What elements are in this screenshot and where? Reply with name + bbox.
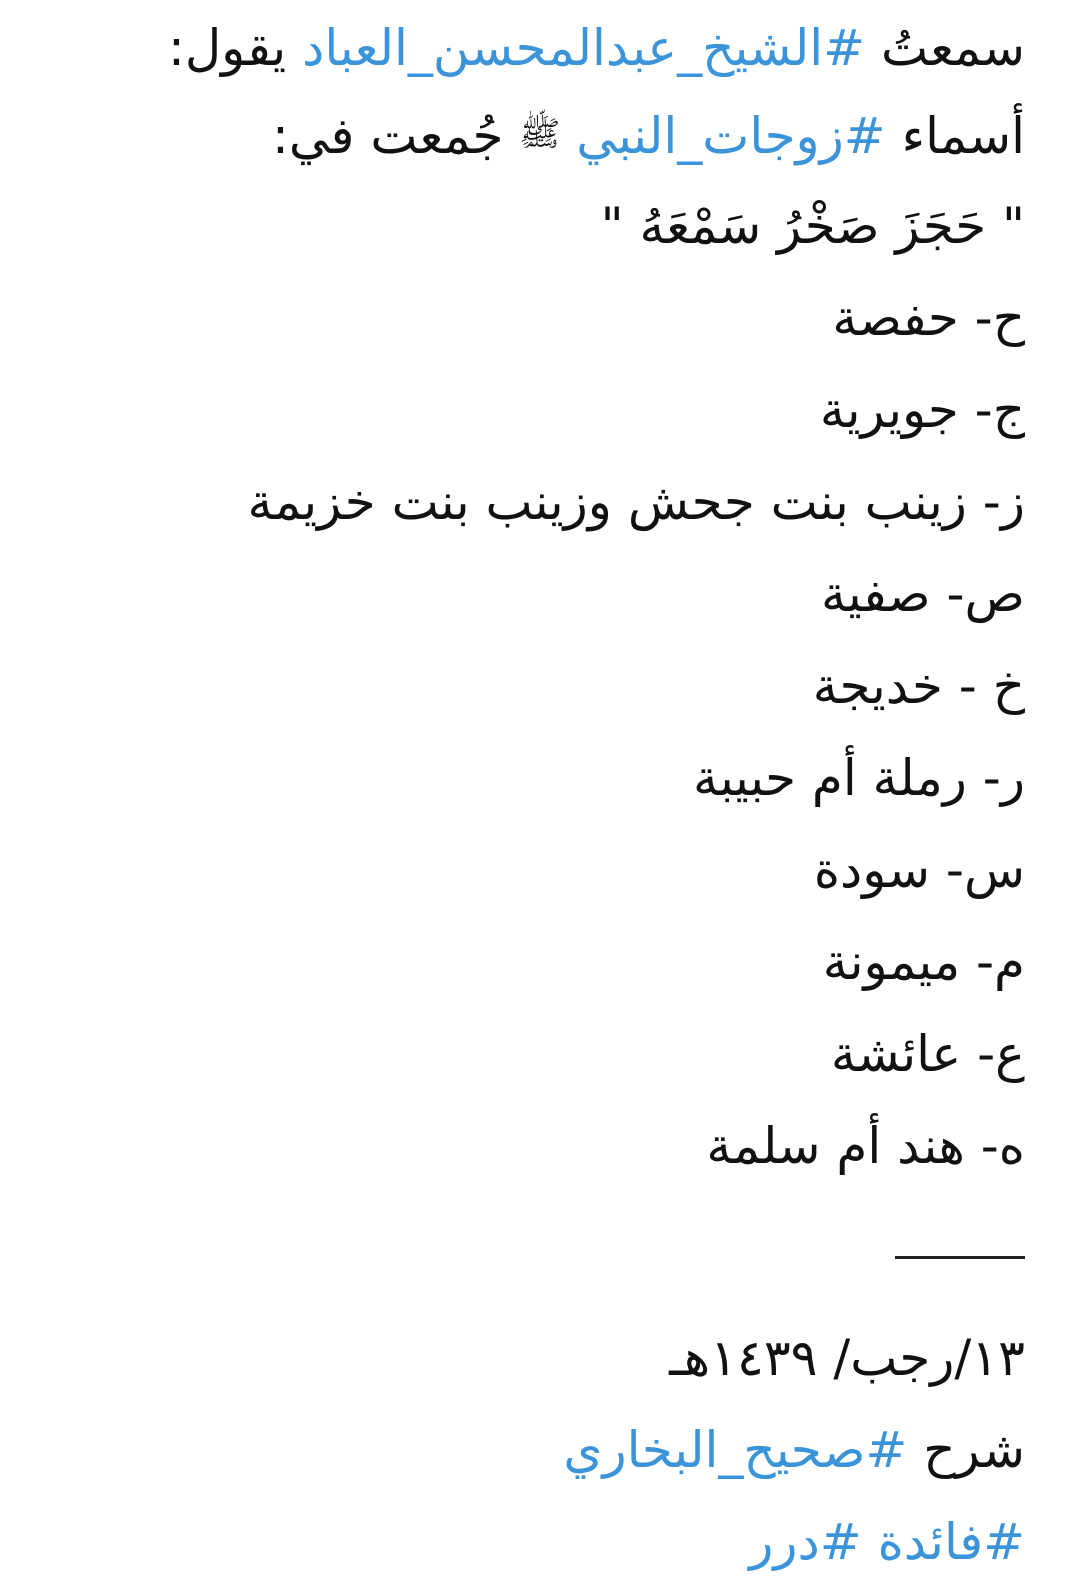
- tags-line: [40, 1496, 1025, 1588]
- list-item: ع- عائشة: [830, 1025, 1025, 1083]
- intro-suffix: يقول:: [167, 19, 287, 77]
- topic-line: [40, 88, 1025, 180]
- hashtag-bukhari[interactable]: #صحيح_البخاري: [563, 1421, 908, 1479]
- divider: [895, 1256, 1025, 1259]
- intro-line: [40, 0, 1025, 88]
- source-line: [40, 1404, 1025, 1496]
- date-text: ١٣/رجب/ ١٤٣٩هـ: [669, 1329, 1025, 1387]
- list-item: م- ميمونة: [822, 933, 1025, 991]
- source-prefix: شرح: [923, 1421, 1025, 1479]
- mnemonic-phrase: " حَجَزَ صَخْرُ سَمْعَهُ ": [600, 197, 1025, 255]
- list-item: س- سودة: [813, 841, 1025, 899]
- hashtag-faida[interactable]: #فائدة: [877, 1513, 1025, 1571]
- salawat-symbol: ﷺ: [519, 114, 561, 154]
- list-item: خ - خديجة: [812, 657, 1025, 715]
- list-item: ز- زينب بنت جحش وزينب بنت خزيمة: [247, 473, 1025, 531]
- topic-prefix: أسماء: [901, 107, 1025, 165]
- hashtag-wives[interactable]: #زوجات_النبي: [576, 107, 886, 165]
- list-item: ر- رملة أم حبيبة: [693, 749, 1025, 807]
- list-item: ص- صفية: [820, 565, 1025, 623]
- hashtag-durar[interactable]: #درر: [749, 1513, 862, 1571]
- list-item: ه- هند أم سلمة: [706, 1117, 1025, 1175]
- divider-container: [40, 1192, 1025, 1312]
- topic-suffix: جُمعت في:: [272, 107, 504, 165]
- list-item: ح- حفصة: [832, 289, 1025, 347]
- hashtag-sheikh[interactable]: #الشيخ_عبدالمحسن_العباد: [302, 19, 866, 77]
- intro-prefix: سمعتُ: [880, 19, 1025, 77]
- list-item: ج- جويرية: [819, 381, 1025, 439]
